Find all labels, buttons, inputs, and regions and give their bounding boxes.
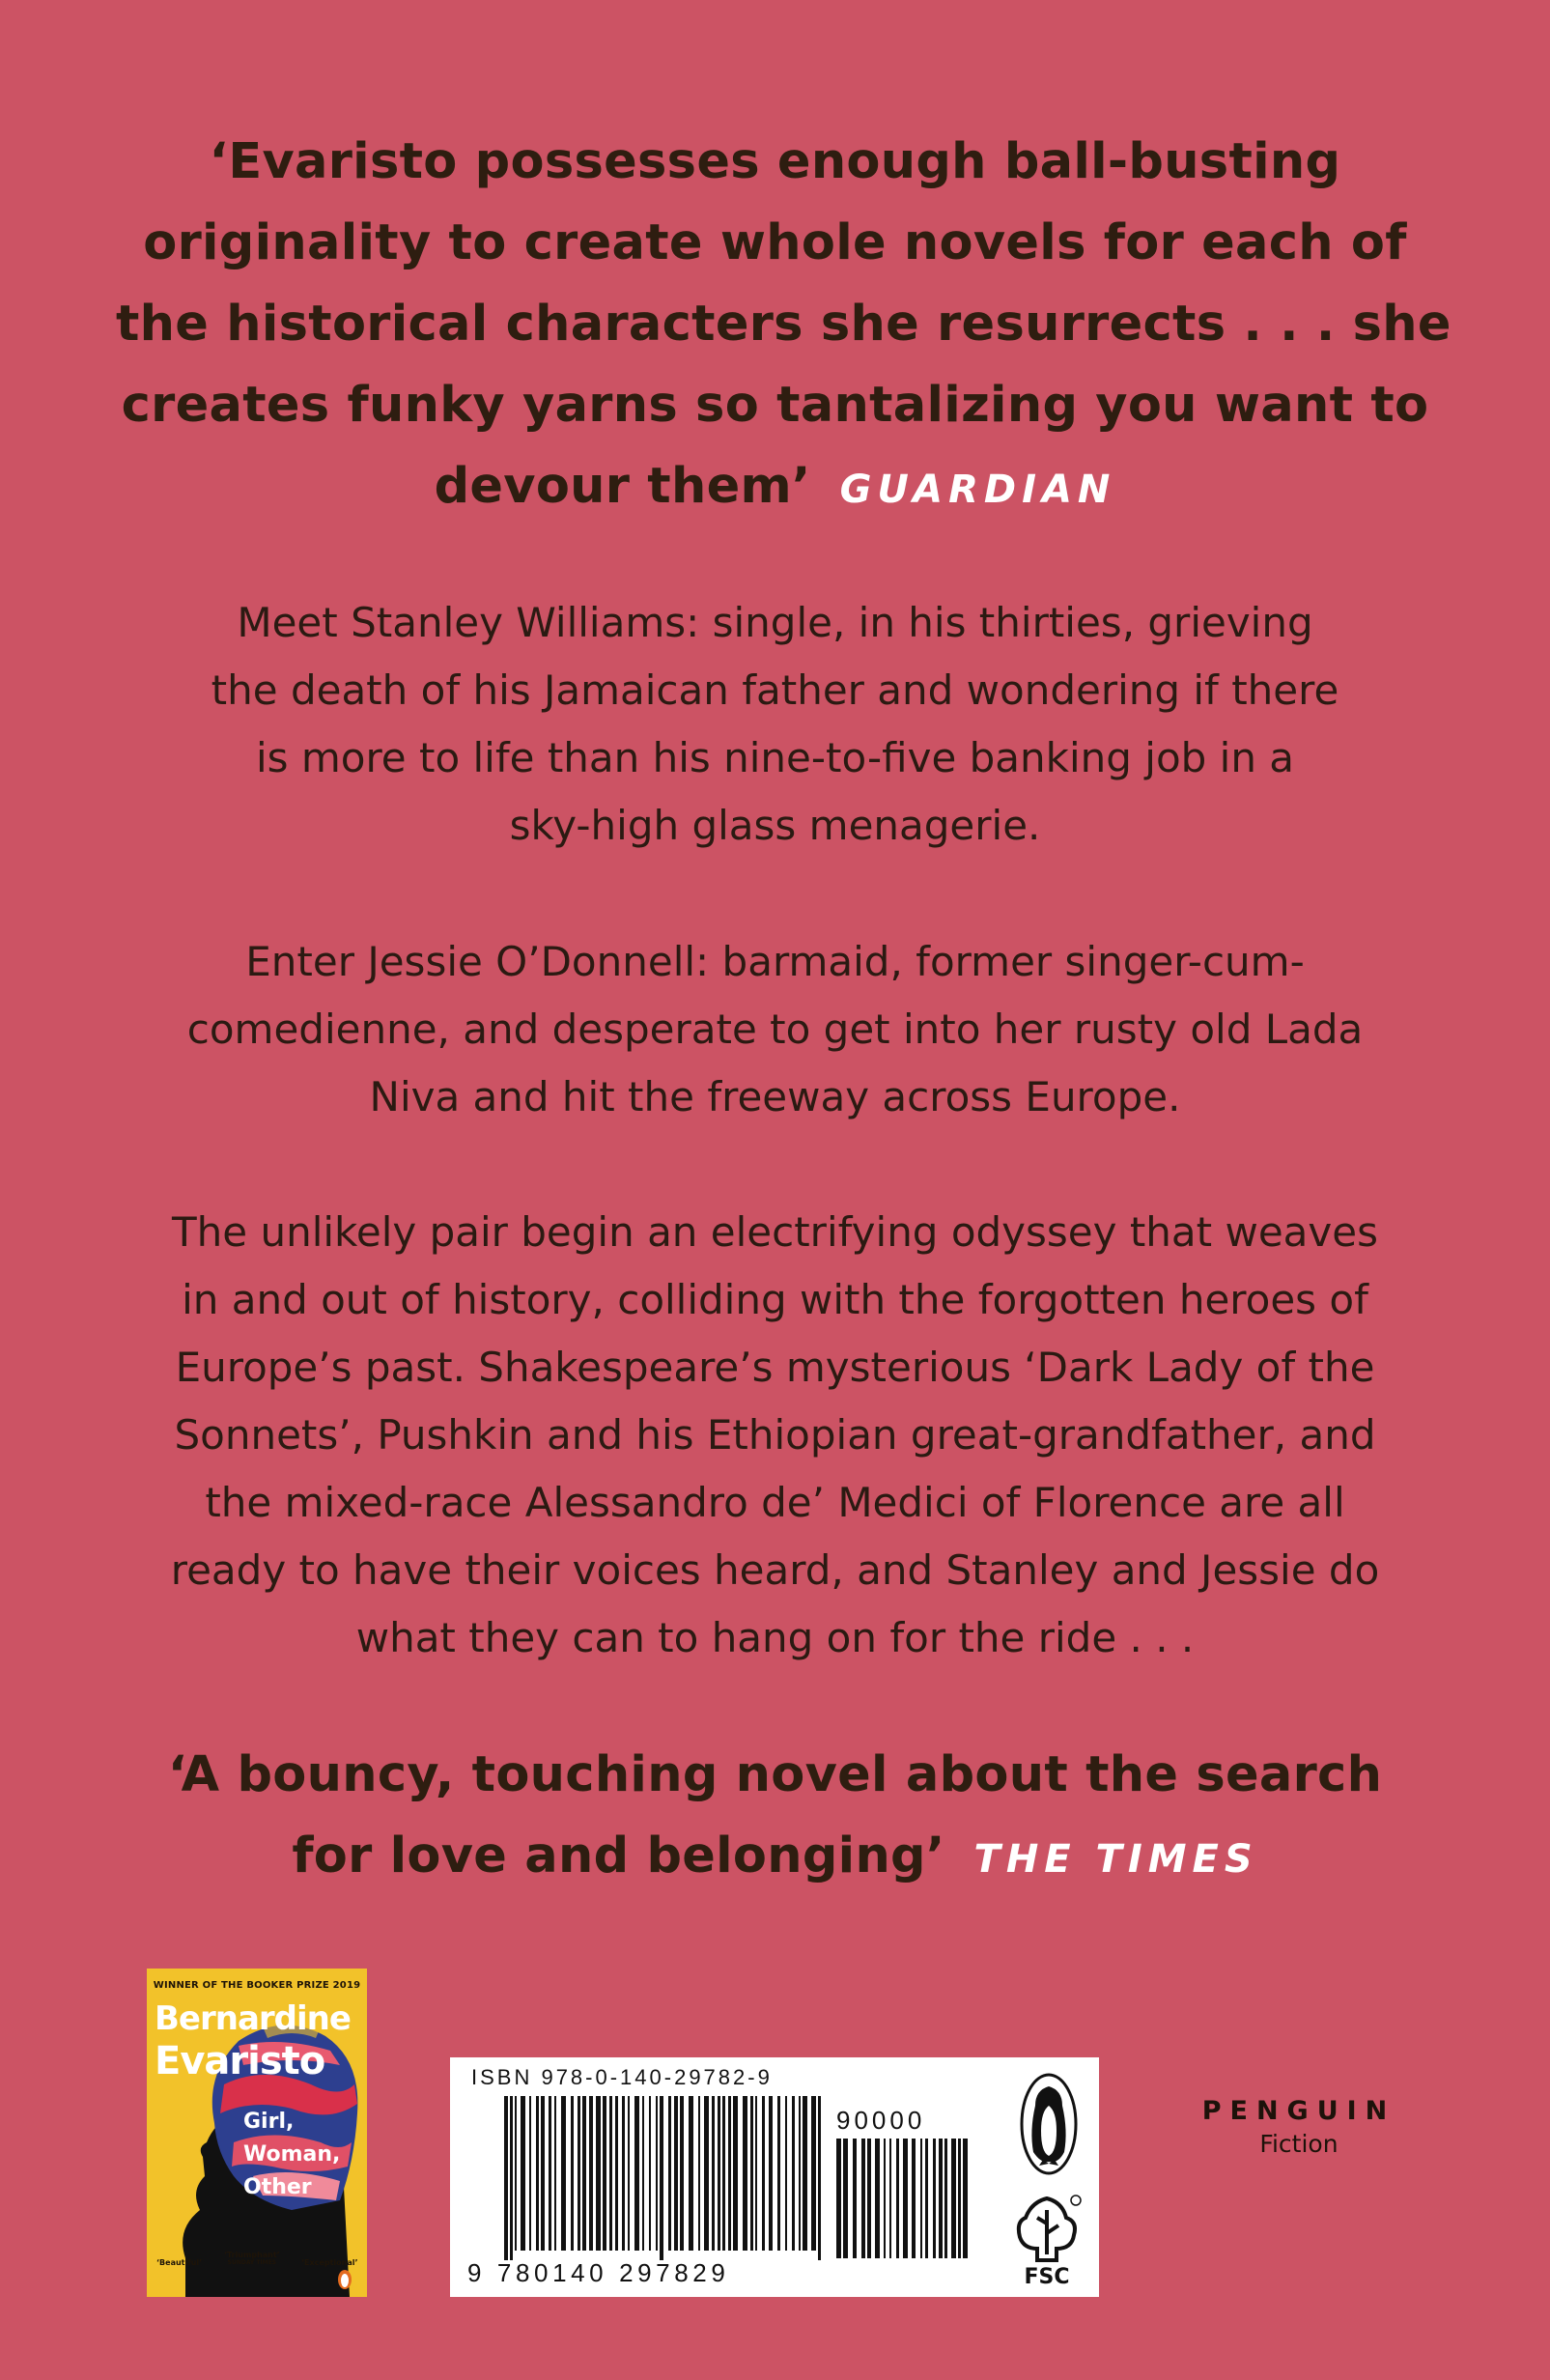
barcode-bar: [733, 2096, 738, 2251]
barcode-bar: [836, 2139, 841, 2258]
attribution-guardian: GUARDIAN: [839, 468, 1116, 512]
blurb-line: is more to life than his nine-to-five banking job in a: [255, 734, 1295, 781]
barcode-bar: [656, 2096, 658, 2251]
barcode-bar: [875, 2139, 880, 2258]
barcode-bar: [541, 2096, 545, 2251]
barcode-bar: [578, 2096, 580, 2251]
barcode-bar: [622, 2096, 625, 2251]
award-banner: WINNER OF THE BOOKER PRIZE 2019: [153, 1980, 361, 1991]
cover-quote-right: ‘Exceptional’: [301, 2258, 358, 2267]
cover-title-line: Girl,: [243, 2110, 295, 2134]
barcode-bar: [743, 2096, 747, 2251]
cover-title: [243, 2106, 340, 2204]
barcode-bar: [571, 2096, 574, 2251]
barcode-panel: [450, 2057, 1099, 2297]
blurb-line: Europe’s past. Shakespeare’s mysterious ‘Dark Lady of the: [175, 1344, 1375, 1391]
blurb-paragraph-jessie: [145, 928, 1405, 1131]
cover-author-first: Bernardine: [155, 1999, 351, 2038]
quote-times-line-1: ‘A bouncy, touching novel about the search: [167, 1746, 1383, 1803]
quote-guardian-line-1: ‘Evaristo possesses enough ball-busting: [209, 133, 1341, 190]
cover-title-line: Other: [243, 2175, 312, 2199]
blurb-line: what they can to hang on for the ride . . .: [355, 1614, 1195, 1661]
cover-author-last: Evaristo: [155, 2039, 325, 2083]
barcode-bar: [762, 2096, 765, 2251]
barcode-bar: [777, 2096, 780, 2251]
barcode-bar: [933, 2139, 936, 2258]
blurb-line: ready to have their voices heard, and Stanley and Jessie do: [170, 1546, 1380, 1594]
fsc-label: FSC: [1024, 2265, 1070, 2287]
barcode-bar: [811, 2096, 816, 2251]
blurb-line: The unlikely pair begin an electrifying odyssey that weaves: [172, 1208, 1378, 1256]
fsc-tree-icon: [1008, 2191, 1085, 2287]
barcode-bar: [660, 2096, 663, 2260]
barcode-bar: [912, 2139, 916, 2258]
barcode-bar: [769, 2096, 773, 2251]
cover-quote-mid-text: ‘Triumphant’: [224, 2251, 280, 2259]
barcode-bar: [712, 2096, 715, 2251]
barcode-bar: [549, 2096, 551, 2251]
barcode-bar: [704, 2096, 709, 2251]
barcode-bar: [920, 2139, 922, 2258]
barcode-bar: [722, 2096, 725, 2251]
barcode-bar: [510, 2096, 513, 2260]
barcode-bar: [680, 2096, 684, 2251]
barcode-bar: [925, 2139, 928, 2258]
quote-guardian-last-line: devour them’: [434, 458, 811, 515]
barcode-bar: [554, 2096, 556, 2251]
barcode-bar: [515, 2096, 517, 2251]
quote-guardian-line-4: creates funky yarns so tantalizing you want to: [121, 377, 1429, 434]
cover-author: [155, 1998, 351, 2082]
barcode-bar: [609, 2096, 612, 2251]
barcode-bar: [889, 2139, 891, 2258]
barcode-bar: [792, 2096, 795, 2251]
publisher-block: [1178, 2096, 1420, 2158]
quote-guardian: [116, 122, 1451, 530]
quote-guardian-line-5: [116, 446, 1434, 530]
barcode-bar: [818, 2096, 821, 2260]
barcode-bar: [728, 2096, 731, 2251]
blurb-line: in and out of history, colliding with the forgotten heroes of: [182, 1276, 1368, 1323]
barcode-bar: [596, 2096, 601, 2251]
ean-digits: 9 780140 297829: [467, 2258, 730, 2287]
barcode-bar: [958, 2139, 961, 2258]
barcode-bar: [698, 2096, 700, 2251]
barcode-bar: [668, 2096, 671, 2251]
barcode-bar: [504, 2096, 508, 2260]
price-code: 90000: [836, 2106, 926, 2135]
barcode-bar: [521, 2096, 525, 2251]
isbn-label: ISBN 978-0-140-29782-9: [471, 2065, 773, 2089]
quote-times-last-line: for love and belonging’: [292, 1828, 945, 1884]
barcode-bar: [561, 2096, 566, 2251]
blurb-line: comedienne, and desperate to get into her rusty old Lada: [186, 1006, 1364, 1053]
blurb-line: Niva and hit the freeway across Europe.: [369, 1073, 1181, 1120]
barcode-bar: [674, 2096, 678, 2251]
penguin-icon: [1020, 2073, 1078, 2175]
barcode-bar: [853, 2139, 857, 2258]
barcode-bar: [963, 2139, 968, 2258]
barcode-bar: [903, 2139, 908, 2258]
quote-times-line-2: [116, 1816, 1434, 1900]
attribution-the-times: THE TIMES: [973, 1837, 1258, 1882]
blurb-paragraph-stanley: [145, 589, 1405, 860]
barcode-bar: [843, 2139, 848, 2258]
blurb-line: the mixed-race Alessandro de’ Medici of Florence are all: [205, 1479, 1345, 1526]
barcode-bar: [615, 2096, 618, 2251]
addon-barcode: [836, 2139, 981, 2260]
barcode-bar: [799, 2096, 801, 2251]
cover-quote-left: ‘Beautiful’: [156, 2258, 203, 2267]
barcode-bar: [896, 2139, 899, 2258]
barcode-bar: [785, 2096, 787, 2251]
barcode-bar: [649, 2096, 651, 2251]
blurb-line: Sonnets’, Pushkin and his Ethiopian great-grandfather, and: [174, 1411, 1376, 1459]
barcode-bar: [951, 2139, 956, 2258]
blurb-line: Meet Stanley Williams: single, in his thirties, grieving: [237, 599, 1313, 646]
cover-quote-mid-source: SUNDAY TIMES: [227, 2259, 277, 2266]
barcode-bar: [867, 2139, 871, 2258]
ean-barcode: [504, 2096, 823, 2260]
barcode-bar: [689, 2096, 693, 2251]
barcode-bar: [944, 2139, 947, 2258]
barcode-bar: [642, 2096, 644, 2251]
quote-guardian-line-3: the historical characters she resurrects . . . she: [116, 296, 1451, 353]
publisher-name: PENGUIN: [1201, 2096, 1396, 2126]
blurb-line: sky-high glass menagerie.: [509, 802, 1041, 849]
barcode-bar: [536, 2096, 539, 2251]
barcode-bar: [861, 2139, 865, 2258]
cover-quote-mid: [224, 2251, 280, 2266]
quote-guardian-line-2: originality to create whole novels for each of: [143, 214, 1407, 271]
quote-the-times: [116, 1735, 1434, 1900]
advert-book-cover: [147, 1969, 367, 2297]
barcode-bar: [884, 2139, 886, 2258]
barcode-bar: [755, 2096, 757, 2251]
barcode-bar: [718, 2096, 720, 2251]
barcode-bar: [603, 2096, 606, 2251]
barcode-bar: [803, 2096, 807, 2251]
publisher-imprint: Fiction: [1259, 2130, 1339, 2158]
cover-title-line: Woman,: [243, 2142, 341, 2167]
blurb-line: the death of his Jamaican father and wondering if there: [211, 666, 1339, 714]
barcode-bar: [529, 2096, 531, 2251]
barcode-bar: [589, 2096, 593, 2251]
barcode-bar: [628, 2096, 630, 2251]
blurb-line: Enter Jessie O’Donnell: barmaid, former singer-cum-: [245, 938, 1305, 985]
barcode-bar: [634, 2096, 639, 2251]
barcode-bar: [582, 2096, 586, 2251]
barcode-bar: [939, 2139, 943, 2258]
blurb-paragraph-odyssey: [145, 1199, 1405, 1672]
barcode-bar: [750, 2096, 753, 2251]
